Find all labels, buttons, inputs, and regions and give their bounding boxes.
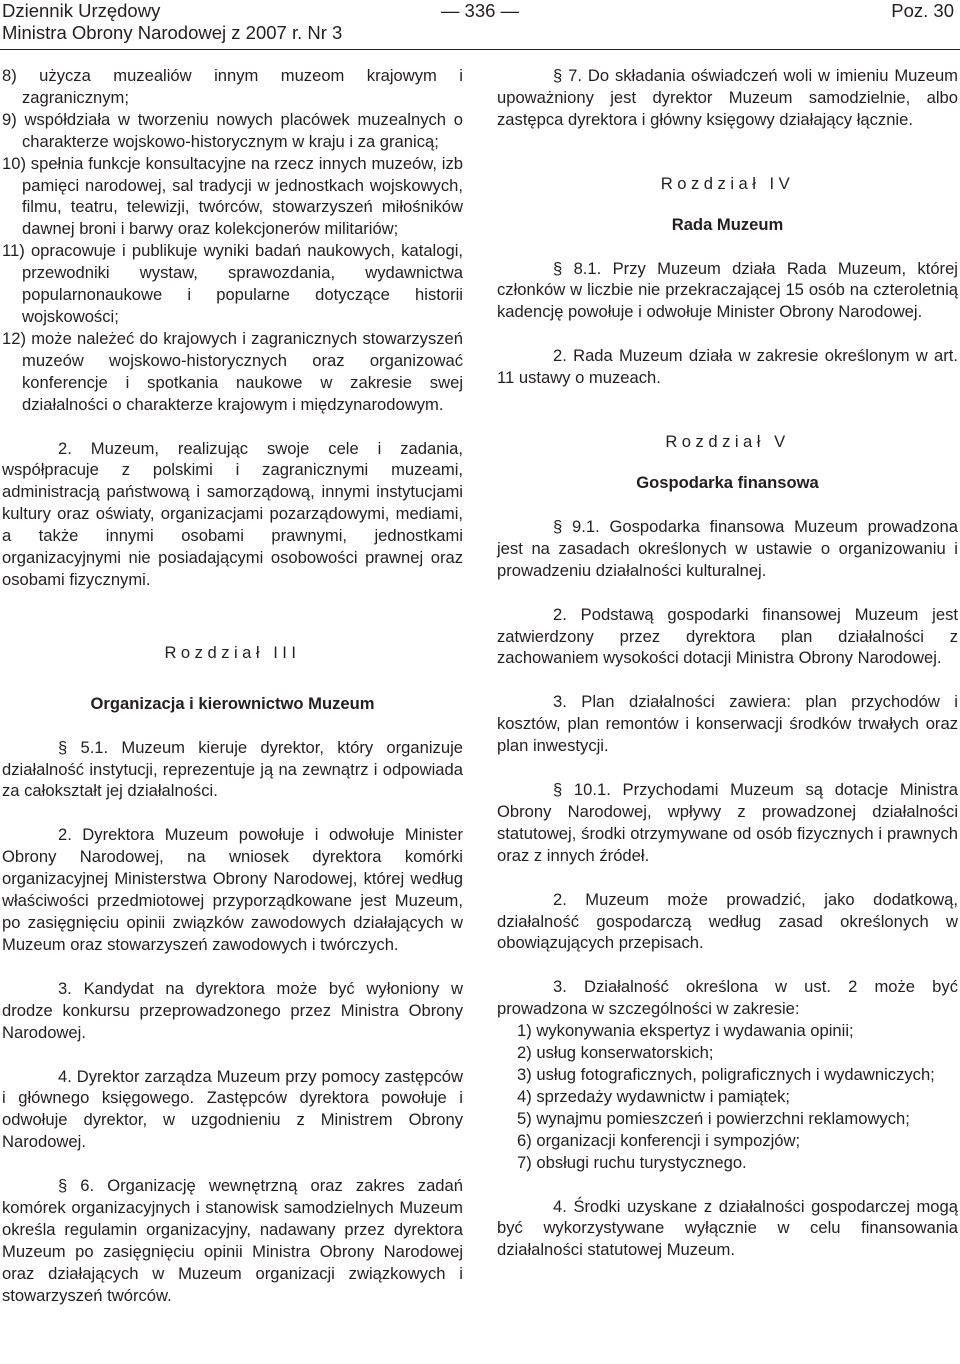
paragraph: § 6. Organizację wewnętrzną oraz zakres zadań komórek organizacyjnych i stanowisk samodzielnych Muzeum określa regulamin organizacyjny, nadawany przez dyrektora Muzeum po zasięgnięciu opinii Ministra Obrony Narodowej oraz działających w Muzeum organizacji związkowych i stowarzyszeń twórców. (2, 1176, 463, 1305)
chapter-title: Rada Muzeum (671, 214, 784, 234)
list-item: 12) może należeć do krajowych i zagranicznych stowarzyszeń muzeów wojskowo-historycznych oraz organizować konferencje i spotkania naukowe w zakresie swej działalności o charakterze krajowym i międzynarodowym. (2, 328, 463, 414)
paragraph: 3. Plan działalności zawiera: plan przychodów i kosztów, plan remontów i konserwacji środków trwałych oraz plan inwestycji. (497, 692, 958, 756)
paragraph: 4. Dyrektor zarządza Muzeum przy pomocy zastępców i głównego księgowego. Zastępców dyrektora powołuje i odwołuje dyrektor, w uzgodnieniu z Ministrem Obrony Narodowej. (2, 1066, 463, 1152)
paragraph: 2. Muzeum może prowadzić, jako dodatkową, działalność gospodarczą według zasad określonych w obowiązujących przepisach. (497, 889, 958, 953)
paragraph: 3. Kandydat na dyrektora może być wyłoniony w drodze konkursu przeprowadzonego przez Ministra Obrony Narodowej. (2, 978, 463, 1042)
left-column (2, 65, 463, 1307)
chapter-title: Gospodarka finansowa (636, 472, 819, 492)
list-item: 9) współdziała w tworzeniu nowych placówek muzealnych o charakterze wojskowo-historycznym w kraju i za granicą; (2, 109, 463, 151)
paragraph: § 7. Do składania oświadczeń woli w imieniu Muzeum upoważniony jest dyrektor Muzeum samodzielnie, albo zastępca dyrektora i główny księgowy działający łącznie. (497, 66, 958, 129)
paragraph: 3. Działalność określona w ust. 2 może być prowadzona w szczególności w zakresie: (497, 977, 958, 1019)
list-item: 5) wynajmu pomieszczeń i powierzchni reklamowych; (517, 1108, 910, 1128)
list-item: 11) opracowuje i publikuje wyniki badań naukowych, katalogi, przewodniki wystaw, sprawozdania, wydawnictwa popularnonaukowe i popularne dotyczące historii wojskowości; (2, 241, 463, 326)
right-column (497, 65, 958, 1261)
journal-title: Dziennik Urzędowy (2, 0, 161, 21)
list-item: 10) spełnia funkcje konsultacyjne na rzecz innych muzeów, izb pamięci narodowej, sal tradycji w jednostkach wojskowych, filmu, teatru, telewizji, twórców, stowarzyszeń miłośników dawnej broni i barwy oraz kolekcjonerów militariów; (2, 153, 463, 239)
journal-issue: Ministra Obrony Narodowej z 2007 r. Nr 3 (2, 22, 343, 43)
paragraph: 2. Dyrektora Muzeum powołuje i odwołuje Minister Obrony Narodowej, na wniosek dyrektora komórki organizacyjnej Ministerstwa Obrony Narodowej, której według właściwości przedmiotowej przyporządkowane jest Muzeum, po zasięgnięciu opinii związków zawodowych działających w Muzeum oraz stowarzyszeń zawodowych i twórczych. (2, 825, 463, 954)
list-item: 3) usług fotograficznych, poligraficznych i wydawniczych; (517, 1065, 935, 1084)
list-item: 4) sprzedaży wydawnictw i pamiątek; (517, 1086, 790, 1106)
paragraph: 2. Rada Muzeum działa w zakresie określonym w art. 11 ustawy o muzeach. (497, 346, 958, 388)
paragraph: § 8.1. Przy Muzeum działa Rada Muzeum, której członków w liczbie nie przekraczającej 15 osób na czteroletnią kadencję powołuje i odwołuje Minister Obrony Narodowej. (497, 258, 958, 322)
chapter-heading: Rozdział III (164, 642, 301, 662)
chapter-heading: Rozdział V (665, 432, 790, 452)
position-number: Poz. 30 (891, 0, 954, 21)
page-number: — 336 — (440, 0, 520, 21)
chapter-title: Organizacja i kierownictwo Muzeum (90, 693, 375, 713)
paragraph: § 10.1. Przychodami Muzeum są dotacje Ministra Obrony Narodowej, wpływy z prowadzonej działalności statutowej, środki otrzymywane od osób fizycznych i prawnych oraz z innych źródeł. (497, 780, 958, 865)
list-item: 6) organizacji konferencji i sympozjów; (517, 1130, 801, 1150)
list-item: 2) usług konserwatorskich; (517, 1043, 714, 1063)
paragraph: § 9.1. Gospodarka finansowa Muzeum prowadzona jest na zasadach określonych w ustawie o organizowaniu i prowadzeniu działalności kulturalnej. (497, 516, 958, 580)
paragraph: § 5.1. Muzeum kieruje dyrektor, który organizuje działalność instytucji, reprezentuje ją na zewnątrz i odpowiada za całokształt jej działalności. (2, 737, 463, 801)
header-rule (0, 49, 960, 50)
paragraph: 2. Podstawą gospodarki finansowej Muzeum jest zatwierdzony przez dyrektora plan działalności z zachowaniem wysokości dotacji Ministra Obrony Narodowej. (497, 604, 958, 668)
paragraph: 2. Muzeum, realizując swoje cele i zadania, współpracuje z polskimi i zagranicznymi muzeami, administracją państwową i samorządową, innymi instytucjami kultury oraz oświaty, organizacjami pozarządowymi, mediami, a także innymi osobami prawnymi, jednostkami organizacyjnymi nie posiadającymi osobowości prawnej oraz osobami fizycznymi. (2, 438, 463, 589)
paragraph: 4. Środki uzyskane z działalności gospodarczej mogą być wykorzystywane wyłącznie w celu finansowania działalności statutowej Muzeum. (497, 1196, 958, 1260)
chapter-heading: Rozdział IV (660, 173, 795, 193)
list-item: 1) wykonywania ekspertyz i wydawania opinii; (517, 1021, 854, 1041)
list-item: 8) użycza muzealiów innym muzeom krajowym i zagranicznym; (2, 66, 463, 107)
list-item: 7) obsługi ruchu turystycznego. (517, 1152, 747, 1172)
